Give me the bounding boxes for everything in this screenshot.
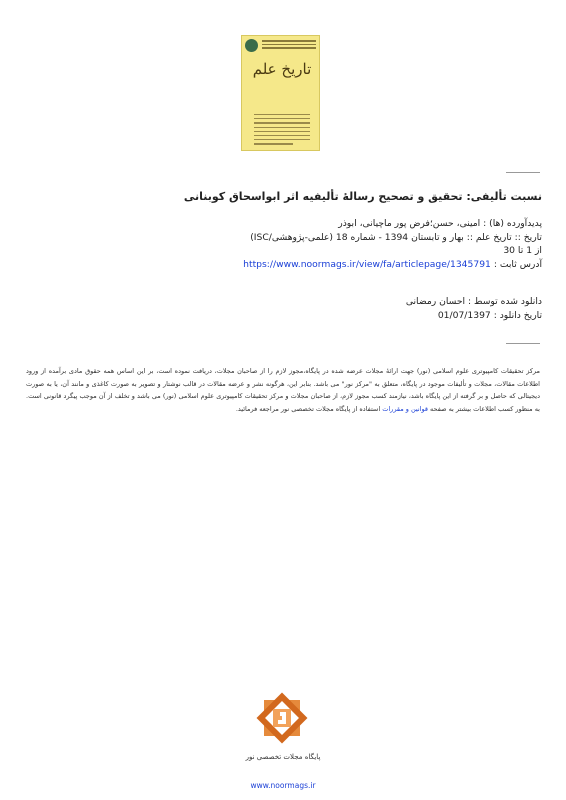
journal-title-logo: تاریخ علم — [252, 60, 312, 78]
page-range: از 1 تا 30 — [503, 245, 542, 256]
publication-history: تاریخ :: تاریخ علم :: بهار و تابستان 1394 - شماره 18 (علمی-پژوهشی/ISC) — [250, 231, 542, 243]
journal-cover-image — [241, 35, 320, 151]
copyright-disclaimer: مرکز تحقیقات کامپیوتری علوم اسلامی (نور) جهت ارائۀ مجلات عرضه شده در پایگاه،مجوز لازم را از صاحبان مجلات، دریافت نموده است، بر این اساس همه حقوق مادی برآمده از ورود اطلاعات مقالات، مجلات و تألیفات موجود در پایگاه، متعلق به "مرکز نور" می باشد. بنابر این، هرگونه نشر و عرضه مقالات در قالب نوشتار و تصویر به صورت کاغذی و مانند آن، یا به صورت دیجیتالی که حاصل و بر گرفته از این پایگاه باشد، نیازمند کسب مجوز لازم، از صاحبان مجلات و مرکز تحقیقات کامپیوتری علوم اسلامی (نور) می باشد و تخلف از آن موجب پیگرد قانونی است. به منظور کسب اطلاعات بیشتر به صفحه قوانین و مقررات استفاده از پایگاه مجلات تخصصی نور مراجعه فرمائید. — [26, 367, 540, 413]
footer-site-url[interactable]: www.noormags.ir — [250, 781, 316, 790]
article-meta — [26, 217, 542, 271]
divider — [506, 343, 540, 344]
download-date: تاریخ دانلود : 01/07/1397 — [437, 309, 542, 321]
permanent-address — [26, 258, 542, 272]
authors: پدیدآورده (ها) : امینی، حسن؛فرض پور ماچیانی، ابوذر — [338, 218, 542, 229]
university-seal-icon — [245, 39, 258, 52]
permanent-address-label: آدرس ثابت : — [493, 258, 542, 270]
article-title: نسبت تألیفی: تحقیق و تصحیح رسالۀ تألیفیه اثر ابواسحاق کوبنانی — [183, 190, 542, 203]
download-info — [26, 295, 542, 322]
footer-site-name: پایگاه مجلات تخصصی نور — [245, 753, 321, 761]
terms-link[interactable]: قوانین و مقررات — [382, 404, 428, 413]
article-url-link[interactable]: https://www.noormags.ir/view/fa/articlepage/1345791 — [243, 258, 491, 270]
divider — [506, 172, 540, 173]
downloaded-by: دانلود شده توسط : احسان رمضانی — [405, 296, 542, 307]
noor-logo-icon — [254, 690, 310, 746]
